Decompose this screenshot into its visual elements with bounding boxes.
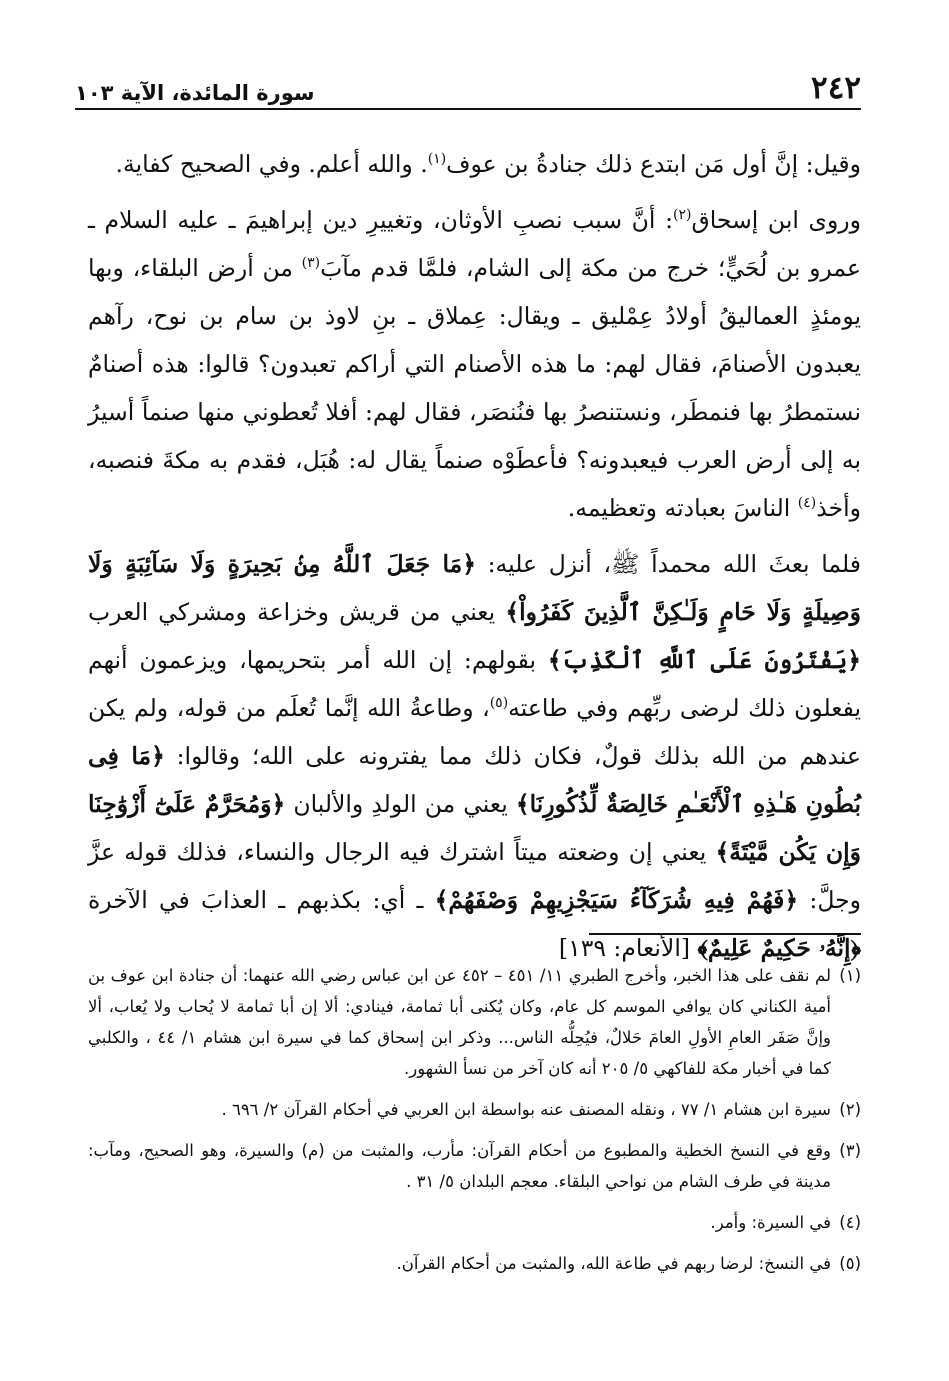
footnote-number: (٣) (839, 1141, 861, 1160)
footnote-text: في النسخ: لرضا ربهم في طاعة الله، والمثبت من أحكام القرآن. (396, 1254, 831, 1273)
quran-verse: ﴿فَهُمْ فِيهِ شُرَكَآءُ سَيَجْزِيهِمْ وَصْفَهُمْ﴾ (434, 886, 799, 914)
footnote-text: في السيرة: وأمر. (710, 1213, 831, 1232)
footnotes (88, 960, 861, 1289)
footnote-number: (٤) (839, 1213, 861, 1232)
paragraph-2 (88, 196, 861, 532)
text-run: وروى ابن إسحاق (691, 206, 861, 234)
text-run: الناسَ بعبادته وتعظيمه. (567, 494, 798, 522)
quran-verse: ﴿يَفْتَرُونَ عَلَى ٱللَّهِ ٱلْكَذِبَ﴾ (547, 646, 861, 674)
text-run: ـ أي: بكذبهم ـ العذابَ في الآخرة (88, 886, 435, 914)
footnote-text: وقع في النسخ الخطية والمطبوع من أحكام القرآن: مأرب، والمثبت من (م) والسيرة، وهو الصحيح، ومآب: مدينة في طرف الشام من نواحي البلقاء. معجم البلدان ٥/ ٣١ . (88, 1141, 831, 1191)
footnote (88, 1094, 861, 1125)
text-run: وقيل: إنَّ أول مَن ابتدع ذلك جنادةُ بن عوف (446, 150, 861, 178)
text-run: : أنَّ سبب نصبِ الأوثان، وتغييرِ دين إبراهيمَ ـ عليه السلام ـ عمرو بن لُحَيٍّ؛ خرج من مكة إلى الشام، فلمَّا قدم مآبَ (88, 206, 861, 282)
text-run: يعني من الولدِ والألبان (285, 790, 516, 818)
page-number: ٢٤٢ (811, 70, 861, 106)
text-run: بقولهم: إن الله أمر بتحريمها، ويزعمون أنهم يفعلون ذلك لرضى ربِّهم وفي طاعته (88, 646, 862, 722)
quran-verse: ﴿مَا فِى بُطُونِ هَـٰذِهِ ٱلْأَنْعَـٰمِ خَالِصَةٌ لِّذُكُورِنَا﴾ (88, 742, 861, 818)
footnote (88, 1135, 861, 1197)
text-run: من أرض البلقاء، وبها يومئذٍ العماليقُ أولادُ عِمْليق ـ ويقال: عِملاق ـ بنِ لاوذ بن سام بن نوح، رآهم يعبدون الأصنامَ، فقال لهم: ما هذه الأصنام التي أراكم تعبدون؟ قالوا: هذه أصنامٌ نستمطرُ بها فنمطَر، ونستنصرُ بها فنُنصَر، فقال لهم: أفلا تُعطوني منها صنماً أسيرُ به إلى أرض العرب فيعبدونه؟ فأعطَوْه صنماً يقال له: هُبَل، فقدم به مكةَ فنصبه، وأخذ (88, 254, 861, 522)
text-run: يعني إن وضعته ميتاً اشترك فيه الرجال والنساء، فذلك قوله عزَّ وجلَّ: (88, 838, 862, 914)
footnote (88, 960, 861, 1084)
quran-verse: ﴿إِنَّهُۥ حَكِيمٌ عَلِيمٌ﴾ (697, 934, 861, 962)
paragraph-3 (88, 540, 861, 972)
footnote (88, 1207, 861, 1238)
footnote-text: لم نقف على هذا الخبر، وأخرج الطبري ١١/ ٤٥١ – ٤٥٢ عن ابن عباس رضي الله عنهما: أن جنادة ابن عوف بن أمية الكناني كان يوافي الموسم كل عام، وكان يُكنى أبا ثمامة، فينادي: ألا إن أبا ثمامة لا يُحاب ولا يُعاب، ألا وإنَّ صَفَر العامِ الأولِ العامَ حَلالٌ، فيُحِلُّه الناس... وذكر ابن إسحاق كما في سيرة ابن هشام ١/ ٤٤ ، والكلبي كما في أخبار مكة للفاكهي ٥/ ٢٠٥ أنه كان آخر من نسأ الشهور. (88, 966, 832, 1078)
quran-verse: ﴿وَمُحَرَّمٌ عَلَىٰٓ أَزْوَٰجِنَا وَإِن يَكُن مَّيْتَةً﴾ (88, 790, 861, 866)
main-text (88, 140, 861, 972)
text-run: . والله أعلم. وفي الصحيح كفاية. (115, 150, 428, 178)
footnote-ref: (١) (427, 151, 447, 168)
footnote-divider (589, 933, 861, 935)
text-run: فلما بعثَ الله محمداً ﷺ، أنزل عليه: (476, 550, 861, 578)
footnote-number: (٢) (839, 1100, 861, 1119)
footnote (88, 1248, 861, 1279)
paragraph-1 (88, 140, 861, 188)
running-title: سورة المائدة، الآية ١٠٣ (75, 81, 315, 105)
quran-verse: ﴿مَا جَعَلَ ٱللَّهُ مِنۢ بَحِيرَةٍ وَلَا سَآئِبَةٍ وَلَا وَصِيلَةٍ وَلَا حَامٍ وَلَـٰكِنَّ ٱلَّذِينَ كَفَرُواْ﴾ (88, 550, 861, 626)
footnote-ref: (٣) (301, 255, 321, 272)
footnote-ref: (٢) (673, 207, 692, 224)
footnote-number: (٥) (839, 1254, 861, 1273)
footnote-ref: (٤) (797, 495, 817, 512)
footnote-text: سيرة ابن هشام ١/ ٧٧ ، ونقله المصنف عنه بواسطة ابن العربي في أحكام القرآن ٢/ ٦٩٦ . (221, 1100, 831, 1119)
footnote-ref: (٥) (489, 695, 509, 712)
text-run: يعني من قريش وخزاعة ومشركي العرب (88, 598, 506, 626)
citation: [الأنعام: ١٣٩] (558, 934, 698, 962)
text-run: ، وطاعةُ الله إنَّما تُعلَم من قوله، ولم يكن عندهم من الله بذلك قولٌ، فكان ذلك مما يفترونه على الله؛ وقالوا: (88, 694, 861, 770)
page-header (75, 62, 861, 110)
footnote-number: (١) (839, 966, 861, 985)
